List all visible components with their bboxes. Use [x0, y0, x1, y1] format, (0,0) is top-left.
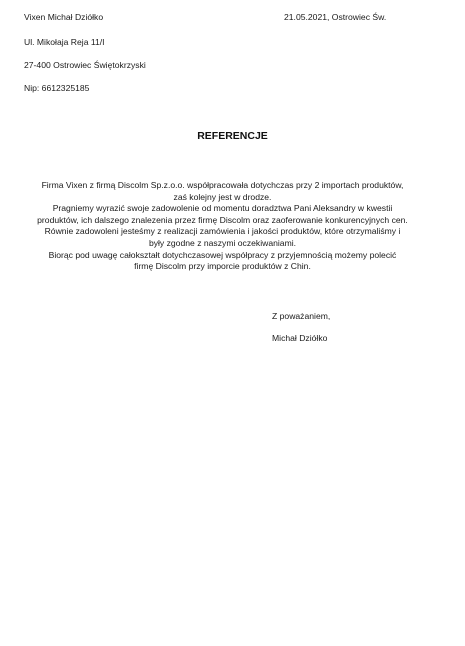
letter-body [24, 180, 421, 273]
body-line: firmę Discolm przy imporcie produktów z Chin. [134, 261, 311, 272]
body-line: zaś kolejny jest w drodze. [173, 191, 272, 202]
sender-street: Ul. Mikołaja Reja 11/I [24, 37, 105, 47]
sender-postal-address: 27-400 Ostrowiec Świętokrzyski [24, 60, 146, 70]
document-title: REFERENCJE [197, 130, 268, 142]
closing-salutation: Z poważaniem, [272, 311, 331, 321]
body-line: produktów, ich dalszego znalezenia przez firmę Discolm oraz zaoferowanie konkurencyjnych cen. [37, 214, 408, 225]
body-line: Równie zadowoleni jesteśmy z realizacji zamówienia i jakości produktów, które otrzymaliśmy i [44, 226, 401, 237]
sender-nip: Nip: 6612325185 [24, 83, 90, 93]
body-line: Biorąc pod uwagę całokształt dotychczasowej współpracy z przyjemnością możemy polecić [48, 249, 397, 260]
body-line: Pragniemy wyrazić swoje zadowolenie od momentu doradztwa Pani Aleksandry w kwestii [52, 203, 393, 214]
signature-name: Michał Dziółko [272, 333, 328, 343]
date-place: 21.05.2021, Ostrowiec Św. [284, 12, 387, 22]
sender-name: Vixen Michał Dziółko [24, 12, 104, 22]
body-line: były zgodne z naszymi oczekiwaniami. [148, 237, 297, 248]
body-line: Firma Vixen z firmą Discolm Sp.z.o.o. współpracowała dotychczas przy 2 importach produktów, [41, 180, 404, 190]
